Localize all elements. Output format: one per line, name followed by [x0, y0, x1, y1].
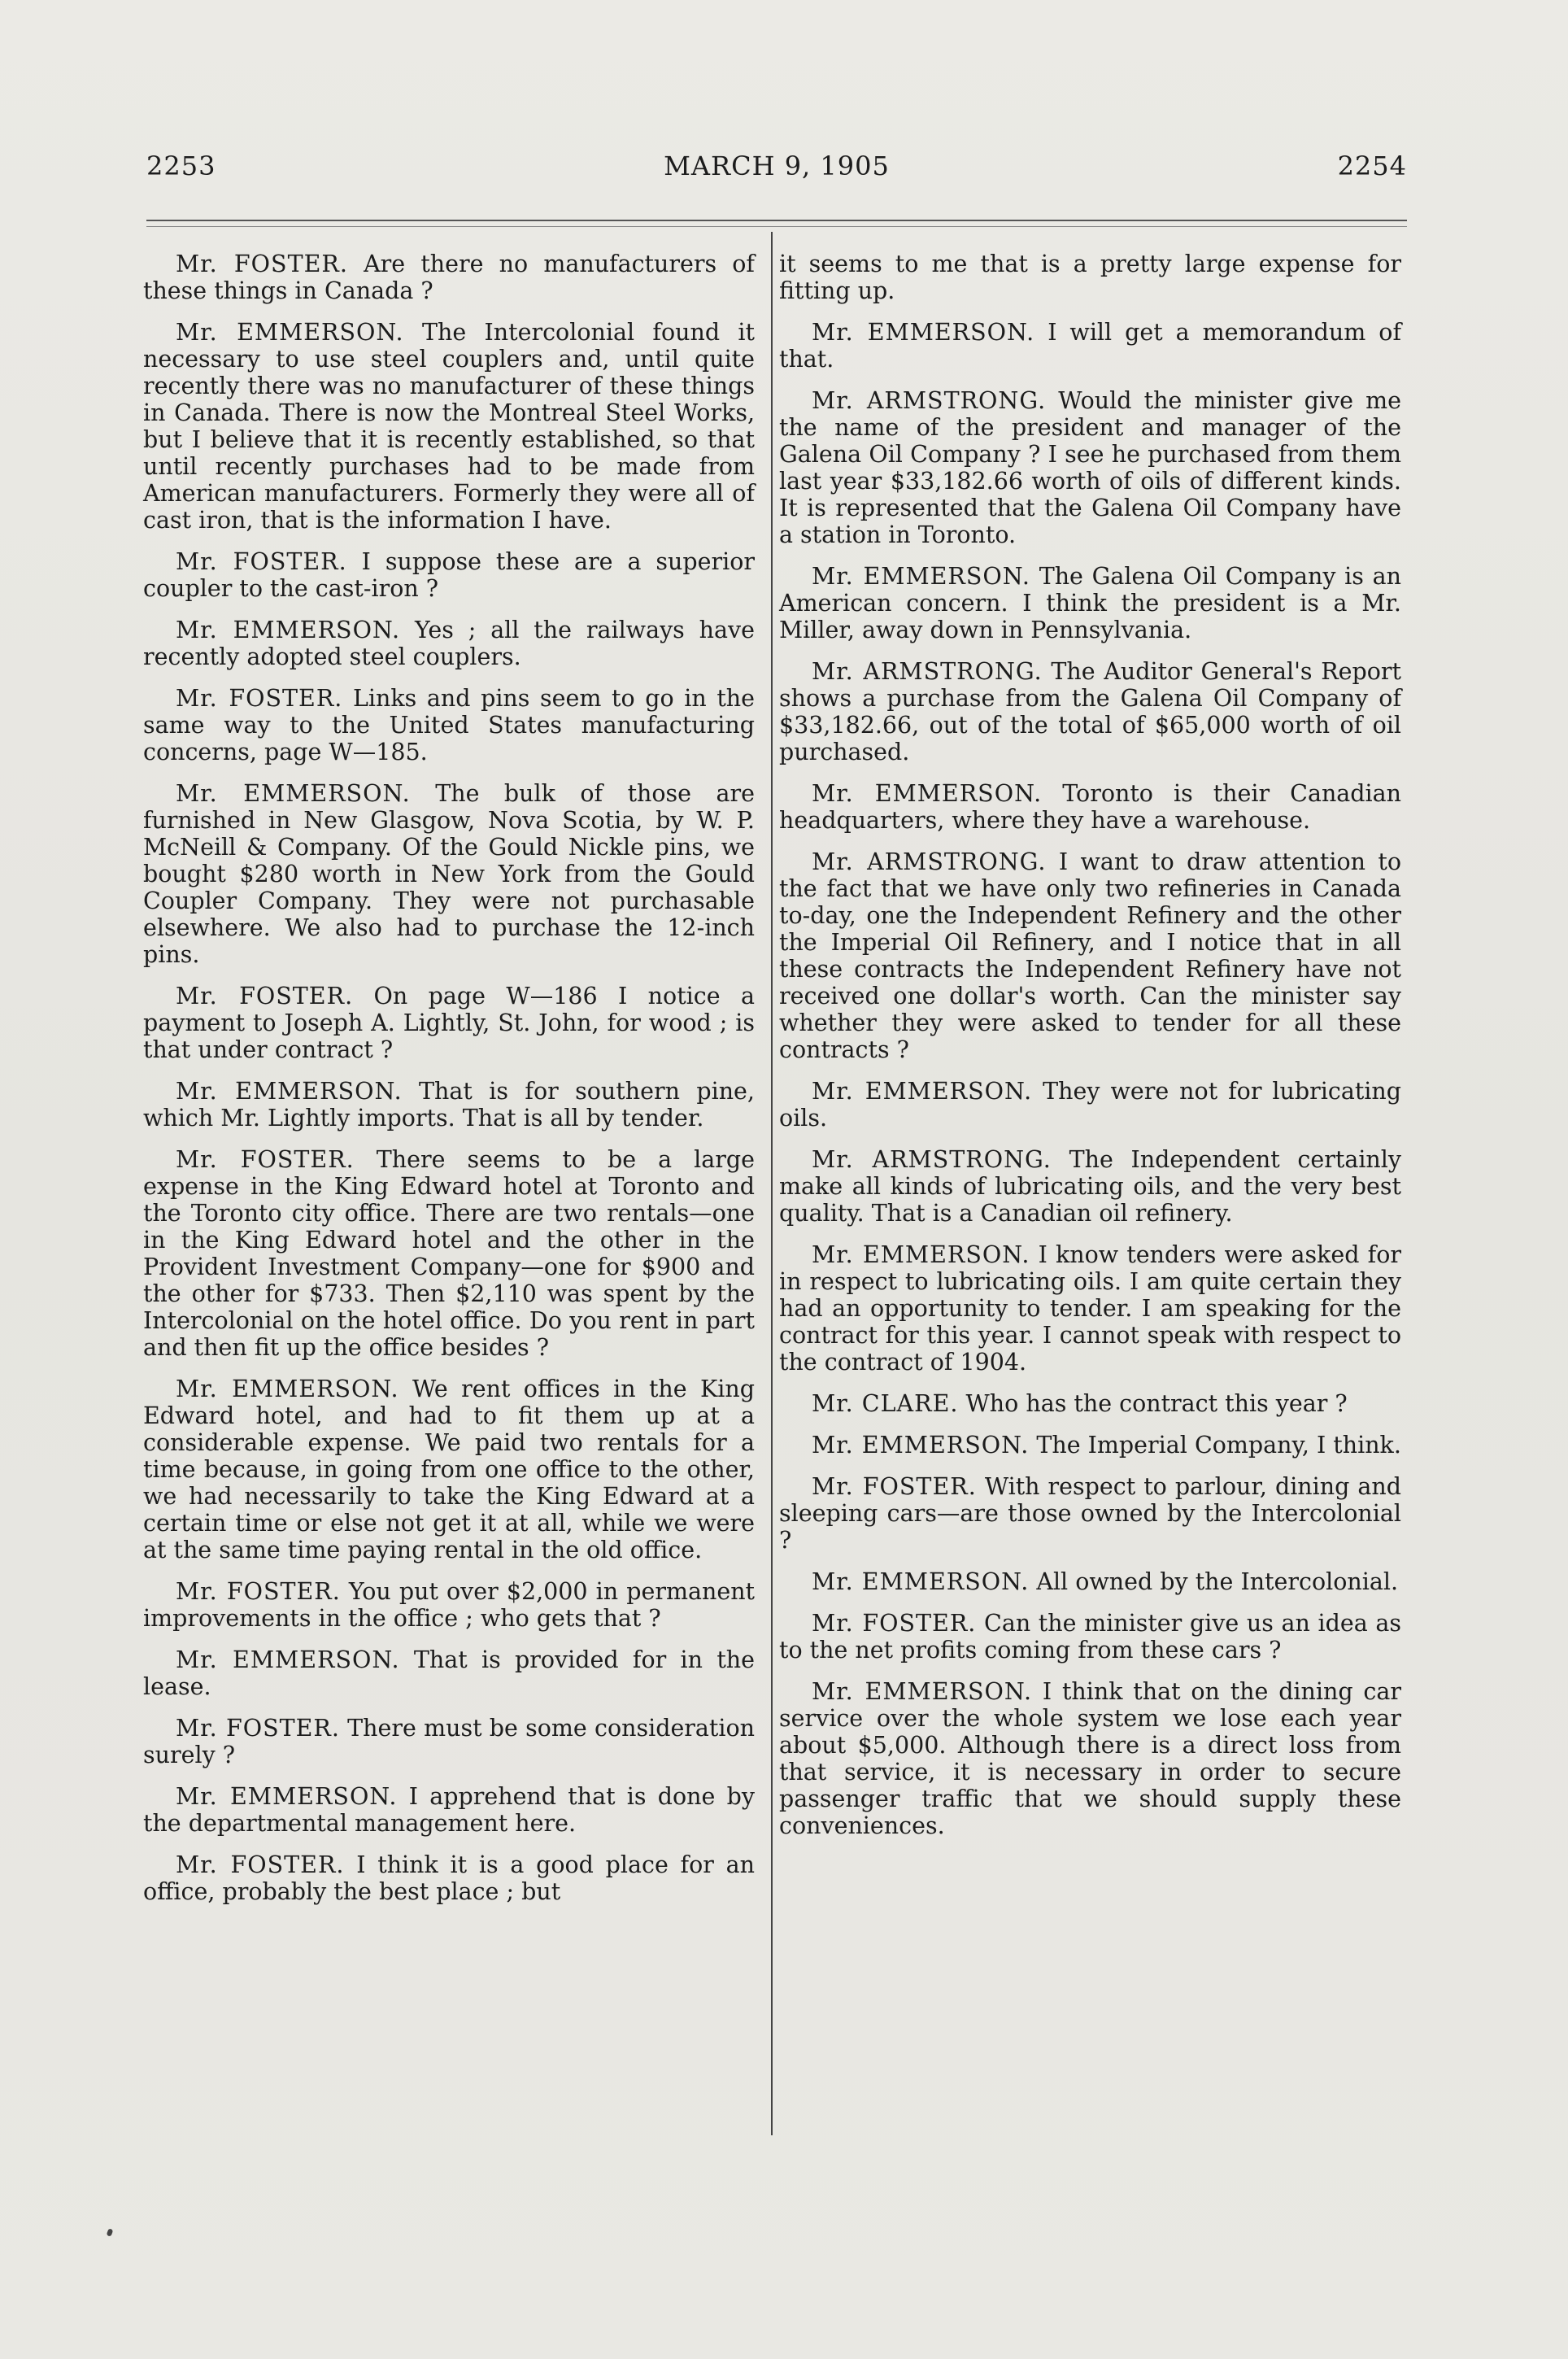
speech-paragraph	[143, 251, 755, 304]
speech-paragraph	[779, 780, 1401, 834]
speech-text: The bulk of those are furnished in New Glasgow, Nova Scotia, by W. P. McNeill & Company. Of the Gould Nickle pins, we bought $280 worth in New York from the Gould Coupler Company. They were not purchasable elsewhere. We also had to purchase the 12-inch pins.	[143, 780, 755, 968]
page-header	[146, 150, 1407, 199]
speech-text: I apprehend that is done by the departmental management here.	[143, 1783, 755, 1837]
speech-paragraph	[779, 1241, 1401, 1376]
right-column	[779, 251, 1401, 1854]
header-rule	[146, 220, 1407, 221]
speech-paragraph	[779, 563, 1401, 643]
page-date-title: MARCH 9, 1905	[664, 150, 890, 181]
speech-text: There seems to be a large expense in the King Edward hotel at Toronto and the Toronto city office. There are two rentals—one in the King Edward hotel and the other in the Provident Investment Company—one for $900 and the other for $733. Then $2,110 was spent by the Intercolonial on the hotel office. Do you rent in part and then fit up the office besides ?	[143, 1146, 755, 1361]
speech-text: They were not for lubricating oils.	[779, 1078, 1401, 1132]
speech-paragraph	[143, 1078, 755, 1132]
speech-text: Are there no manufacturers of these things in Canada ?	[143, 251, 755, 304]
speaker-name: Mr. ARMSTRONG.	[812, 848, 1047, 875]
speaker-name: Mr. EMMERSON.	[176, 1646, 400, 1673]
speech-paragraph	[143, 1715, 755, 1768]
speaker-name: Mr. FOSTER.	[176, 983, 354, 1009]
ink-speck	[107, 2228, 114, 2237]
speech-paragraph	[779, 1078, 1401, 1132]
speaker-name: Mr. FOSTER.	[176, 685, 343, 712]
speech-text: I think that on the dining car service over the whole system we lose each year about $5,000. Although there is a direct loss from that service, it is necessary in order to secure passenger traffic that we should supply these conveniences.	[779, 1678, 1402, 1839]
header-rule-thin	[146, 226, 1407, 227]
speech-text: Can the minister give us an idea as to the net profits coming from these cars ?	[779, 1610, 1401, 1664]
speaker-name: Mr. EMMERSON.	[176, 617, 401, 643]
speech-text: The Auditor General's Report shows a purchase from the Galena Oil Company of $33,182.66, out of the total of $65,000 worth of oil purchased.	[779, 658, 1402, 765]
speech-paragraph	[779, 848, 1401, 1063]
speech-text: The Imperial Company, I think.	[1036, 1432, 1401, 1459]
column-divider	[771, 232, 773, 2135]
speech-paragraph	[143, 685, 755, 765]
speech-paragraph	[143, 319, 755, 534]
speech-paragraph	[143, 617, 755, 670]
speaker-name: Mr. FOSTER.	[812, 1610, 977, 1637]
speech-paragraph	[143, 780, 755, 968]
speech-text: Who has the contract this year ?	[965, 1390, 1348, 1417]
speech-text: The Independent certainly make all kinds of lubricating oils, and the very best quality. That is a Canadian oil refinery.	[779, 1146, 1401, 1227]
speaker-name: Mr. EMMERSON.	[812, 563, 1030, 590]
speech-text: it seems to me that is a pretty large expense for fitting up.	[779, 251, 1401, 304]
speech-text: Would the minister give me the name of the president and manager of the Galena Oil Company ? I see he purchased from them last year $33,182.66 worth of oils of different kinds. It is represented that the Galena Oil Company have a station in Toronto.	[779, 387, 1401, 548]
speech-paragraph	[143, 1646, 755, 1700]
speaker-name: Mr. EMMERSON.	[176, 780, 411, 807]
speech-text: That is for southern pine, which Mr. Lightly imports. That is all by tender.	[143, 1078, 755, 1132]
speaker-name: Mr. ARMSTRONG.	[812, 1146, 1052, 1173]
speaker-name: Mr. FOSTER.	[176, 1146, 355, 1173]
speaker-name: Mr. EMMERSON.	[812, 1241, 1030, 1268]
speaker-name: Mr. ARMSTRONG.	[812, 387, 1047, 414]
speech-paragraph	[779, 1473, 1401, 1554]
speech-text: I know tenders were asked for in respect to lubricating oils. I am quite certain they had an opportunity to tender. I am speaking for the contract for this year. I cannot speak with respect to the contract of 1904.	[779, 1241, 1401, 1376]
speech-text: I will get a memorandum of that.	[779, 319, 1401, 373]
speech-text: There must be some consideration surely ?	[143, 1715, 756, 1768]
speech-paragraph	[143, 1783, 755, 1837]
speaker-name: Mr. FOSTER.	[176, 1851, 345, 1878]
speech-paragraph	[143, 983, 755, 1063]
speech-text: That is provided for in the lease.	[143, 1646, 756, 1700]
speech-text: Links and pins seem to go in the same way to the United States manufacturing concerns, page W—185.	[143, 685, 755, 765]
speech-paragraph	[143, 1578, 755, 1632]
left-page-number: 2253	[146, 150, 216, 181]
speaker-name: Mr. FOSTER.	[812, 1473, 977, 1500]
speaker-name: Mr. EMMERSON.	[812, 319, 1035, 346]
speech-text: You put over $2,000 in permanent improvements in the office ; who gets that ?	[143, 1578, 755, 1632]
speech-paragraph	[143, 548, 755, 602]
speech-text: Yes ; all the railways have recently adopted steel couplers.	[143, 617, 755, 670]
speaker-name: Mr. EMMERSON.	[812, 780, 1043, 807]
speaker-name: Mr. EMMERSON.	[176, 1783, 398, 1810]
speech-paragraph	[779, 1568, 1401, 1595]
speaker-name: Mr. EMMERSON.	[176, 1376, 399, 1402]
right-page-number: 2254	[1337, 150, 1407, 181]
speaker-name: Mr. EMMERSON.	[812, 1432, 1030, 1459]
speaker-name: Mr. FOSTER.	[176, 251, 348, 277]
speech-paragraph	[779, 1678, 1401, 1839]
speech-paragraph	[779, 1432, 1401, 1459]
speech-text: We rent offices in the King Edward hotel, and had to fit them up at a considerable expense. We paid two rentals for a time because, in going from one office to the other, we had necessarily to take the King Edward at a certain time or else not get it at all, while we were at the same time paying rental in the old office.	[143, 1376, 755, 1563]
speech-paragraph	[779, 319, 1401, 373]
speech-paragraph	[143, 1146, 755, 1361]
speech-text: I want to draw attention to the fact that we have only two refineries in Canada to-day, one the Independent Refinery and the other the Imperial Oil Refinery, and I notice that in all these contracts the Independent Refinery have not received one dollar's worth. Can the minister say whether they were asked to tender for all these contracts ?	[779, 848, 1401, 1063]
speech-paragraph	[143, 1376, 755, 1563]
speaker-name: Mr. EMMERSON.	[176, 1078, 403, 1105]
speech-text: The Intercolonial found it necessary to use steel couplers and, until quite recently there was no manufacturer of these things in Canada. There is now the Montreal Steel Works, but I believe that it is recently established, so that until recently purchases had to be made from American manufacturers. Formerly they were all of cast iron, that is the information I have.	[143, 319, 755, 534]
speaker-name: Mr. EMMERSON.	[812, 1568, 1030, 1595]
speaker-name: Mr. FOSTER.	[176, 1715, 340, 1742]
speech-paragraph	[779, 251, 1401, 304]
speaker-name: Mr. FOSTER.	[176, 1578, 341, 1605]
speaker-name: Mr. EMMERSON.	[812, 1678, 1033, 1705]
speech-text: On page W—186 I notice a payment to Joseph A. Lightly, St. John, for wood ; is that under contract ?	[143, 983, 755, 1063]
speech-text: Toronto is their Canadian headquarters, where they have a warehouse.	[779, 780, 1402, 834]
speech-text: I think it is a good place for an office, probably the best place ; but	[143, 1851, 755, 1905]
speech-text: With respect to parlour, dining and sleeping cars—are those owned by the Intercolonial ?	[779, 1473, 1402, 1554]
speech-paragraph	[779, 387, 1401, 548]
speech-paragraph	[779, 658, 1401, 765]
speaker-name: Mr. ARMSTRONG.	[812, 658, 1043, 685]
speech-paragraph	[779, 1146, 1401, 1227]
speech-paragraph	[779, 1610, 1401, 1664]
speaker-name: Mr. EMMERSON.	[812, 1078, 1033, 1105]
left-column	[143, 251, 755, 1920]
speaker-name: Mr. CLARE.	[812, 1390, 959, 1417]
speech-text: All owned by the Intercolonial.	[1036, 1568, 1399, 1595]
speaker-name: Mr. FOSTER.	[176, 548, 347, 575]
speech-paragraph	[779, 1390, 1401, 1417]
speech-text: The Galena Oil Company is an American concern. I think the president is a Mr. Miller, away down in Pennsylvania.	[779, 563, 1401, 643]
speaker-name: Mr. EMMERSON.	[176, 319, 404, 346]
speech-text: I suppose these are a superior coupler to the cast-iron ?	[143, 548, 755, 602]
speech-paragraph	[143, 1851, 755, 1905]
